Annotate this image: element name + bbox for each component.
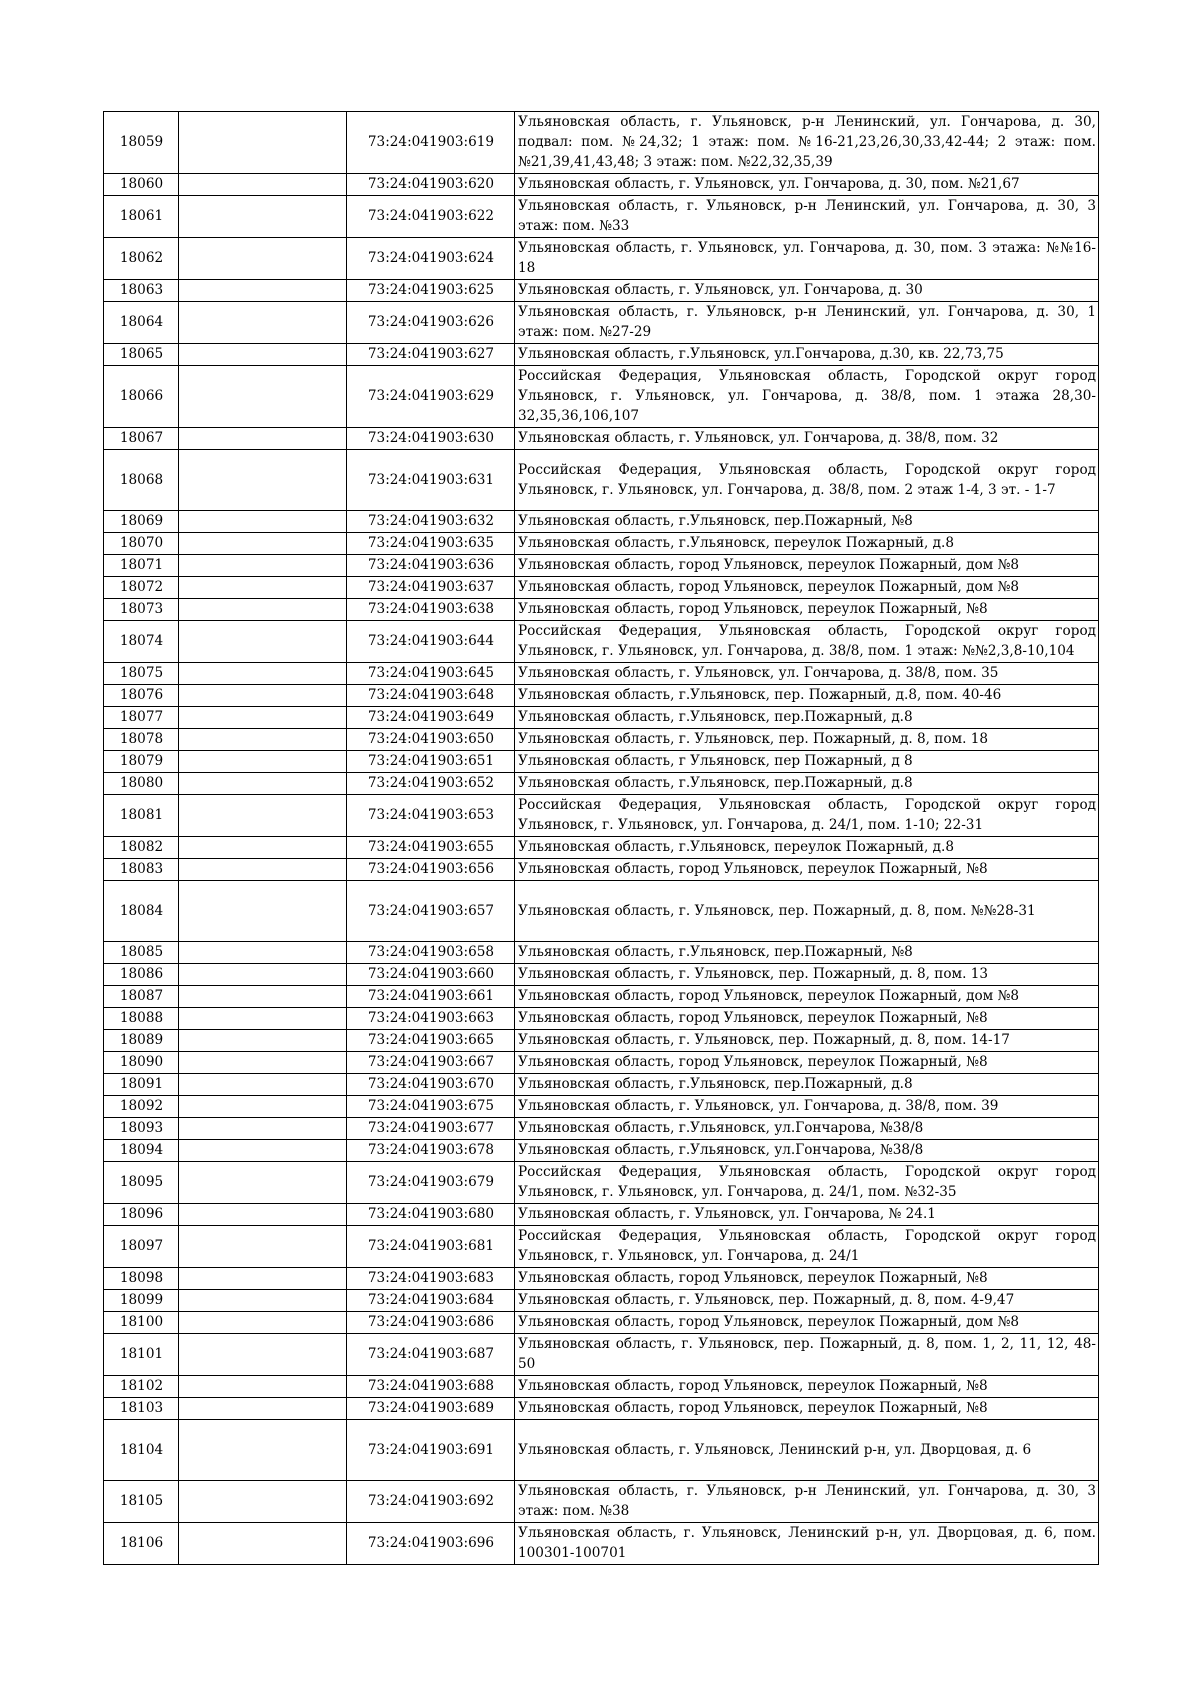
cadastral-number-cell: 73:24:041903:670	[347, 1074, 515, 1096]
row-number-cell: 18082	[104, 837, 179, 859]
row-number-cell: 18099	[104, 1290, 179, 1312]
cadastral-number-cell: 73:24:041903:678	[347, 1140, 515, 1162]
table-row	[104, 196, 1099, 238]
owner-cell	[179, 751, 347, 773]
address-cell: Ульяновская область, город Ульяновск, переулок Пожарный, №8	[515, 1052, 1099, 1074]
table-row	[104, 577, 1099, 599]
address-cell: Ульяновская область, г. Ульяновск, ул. Гончарова, д. 30, пом. №21,67	[515, 174, 1099, 196]
property-registry-table	[103, 111, 1099, 1565]
cadastral-number-cell: 73:24:041903:624	[347, 238, 515, 280]
cadastral-number-cell: 73:24:041903:661	[347, 986, 515, 1008]
row-number-cell: 18066	[104, 366, 179, 428]
owner-cell	[179, 112, 347, 174]
owner-cell	[179, 685, 347, 707]
row-number-cell: 18087	[104, 986, 179, 1008]
table-row	[104, 685, 1099, 707]
owner-cell	[179, 1420, 347, 1481]
owner-cell	[179, 707, 347, 729]
address-cell: Российская Федерация, Ульяновская область, Городской округ город Ульяновск, г. Ульяновск, ул. Гончарова, д. 24/1	[515, 1226, 1099, 1268]
table-row	[104, 795, 1099, 837]
owner-cell	[179, 196, 347, 238]
table-row	[104, 174, 1099, 196]
owner-cell	[179, 795, 347, 837]
table-row	[104, 1030, 1099, 1052]
address-cell: Ульяновская область, г. Ульяновск, ул. Гончарова, д. 38/8, пом. 32	[515, 428, 1099, 450]
row-number-cell: 18073	[104, 599, 179, 621]
row-number-cell: 18075	[104, 663, 179, 685]
table-row	[104, 986, 1099, 1008]
cadastral-number-cell: 73:24:041903:626	[347, 302, 515, 344]
table-row	[104, 942, 1099, 964]
table-row	[104, 621, 1099, 663]
owner-cell	[179, 1118, 347, 1140]
cadastral-number-cell: 73:24:041903:652	[347, 773, 515, 795]
address-cell: Ульяновская область, город Ульяновск, переулок Пожарный, №8	[515, 599, 1099, 621]
row-number-cell: 18100	[104, 1312, 179, 1334]
cadastral-number-cell: 73:24:041903:688	[347, 1376, 515, 1398]
address-cell: Ульяновская область, город Ульяновск, переулок Пожарный, №8	[515, 859, 1099, 881]
table-row	[104, 511, 1099, 533]
row-number-cell: 18059	[104, 112, 179, 174]
address-cell: Ульяновская область, город Ульяновск, переулок Пожарный, №8	[515, 1398, 1099, 1420]
cadastral-number-cell: 73:24:041903:691	[347, 1420, 515, 1481]
row-number-cell: 18094	[104, 1140, 179, 1162]
owner-cell	[179, 773, 347, 795]
table-row	[104, 1376, 1099, 1398]
table-row	[104, 1523, 1099, 1565]
cadastral-number-cell: 73:24:041903:636	[347, 555, 515, 577]
row-number-cell: 18076	[104, 685, 179, 707]
cadastral-number-cell: 73:24:041903:644	[347, 621, 515, 663]
address-cell: Ульяновская область, г.Ульяновск, пер.Пожарный, №8	[515, 511, 1099, 533]
cadastral-number-cell: 73:24:041903:620	[347, 174, 515, 196]
owner-cell	[179, 174, 347, 196]
row-number-cell: 18072	[104, 577, 179, 599]
cadastral-number-cell: 73:24:041903:627	[347, 344, 515, 366]
cadastral-number-cell: 73:24:041903:680	[347, 1204, 515, 1226]
address-cell: Ульяновская область, г. Ульяновск, р-н Ленинский, ул. Гончарова, д. 30, подвал: пом. №24,32; 1 этаж: пом. №16-21,23,26,30,33,42-44; 2 этаж: пом. №21,39,41,43,48; 3 этаж: пом. №22,32,35,39	[515, 112, 1099, 174]
cadastral-number-cell: 73:24:041903:696	[347, 1523, 515, 1565]
row-number-cell: 18095	[104, 1162, 179, 1204]
table-row	[104, 859, 1099, 881]
address-cell: Ульяновская область, г.Ульяновск, пер.Пожарный, д.8	[515, 1074, 1099, 1096]
owner-cell	[179, 1481, 347, 1523]
owner-cell	[179, 302, 347, 344]
address-cell: Ульяновская область, город Ульяновск, переулок Пожарный, №8	[515, 1376, 1099, 1398]
owner-cell	[179, 986, 347, 1008]
table-row	[104, 599, 1099, 621]
owner-cell	[179, 1162, 347, 1204]
row-number-cell: 18088	[104, 1008, 179, 1030]
table-row	[104, 1008, 1099, 1030]
table-row	[104, 450, 1099, 511]
table-row	[104, 773, 1099, 795]
owner-cell	[179, 1008, 347, 1030]
address-cell: Ульяновская область, г.Ульяновск, пер. Пожарный, д.8, пом. 40-46	[515, 685, 1099, 707]
table-row	[104, 1268, 1099, 1290]
table-row	[104, 555, 1099, 577]
table-row	[104, 302, 1099, 344]
cadastral-number-cell: 73:24:041903:656	[347, 859, 515, 881]
cadastral-number-cell: 73:24:041903:689	[347, 1398, 515, 1420]
address-cell: Ульяновская область, г. Ульяновск, ул. Гончарова, д. 38/8, пом. 39	[515, 1096, 1099, 1118]
row-number-cell: 18102	[104, 1376, 179, 1398]
registry-table-body	[104, 112, 1099, 1565]
table-row	[104, 1096, 1099, 1118]
row-number-cell: 18096	[104, 1204, 179, 1226]
cadastral-number-cell: 73:24:041903:638	[347, 599, 515, 621]
owner-cell	[179, 837, 347, 859]
table-row	[104, 837, 1099, 859]
table-row	[104, 1334, 1099, 1376]
owner-cell	[179, 280, 347, 302]
owner-cell	[179, 729, 347, 751]
address-cell: Ульяновская область, г. Ульяновск, пер. Пожарный, д. 8, пом. 14-17	[515, 1030, 1099, 1052]
owner-cell	[179, 555, 347, 577]
address-cell: Ульяновская область, г. Ульяновск, ул. Гончарова, д. 30, пом. 3 этажа: №№16-18	[515, 238, 1099, 280]
table-row	[104, 1481, 1099, 1523]
address-cell: Российская Федерация, Ульяновская область, Городской округ город Ульяновск, г. Ульяновск, ул. Гончарова, д. 24/1, пом. №32-35	[515, 1162, 1099, 1204]
cadastral-number-cell: 73:24:041903:650	[347, 729, 515, 751]
row-number-cell: 18085	[104, 942, 179, 964]
table-row	[104, 366, 1099, 428]
row-number-cell: 18061	[104, 196, 179, 238]
cadastral-number-cell: 73:24:041903:637	[347, 577, 515, 599]
table-row	[104, 1398, 1099, 1420]
cadastral-number-cell: 73:24:041903:677	[347, 1118, 515, 1140]
owner-cell	[179, 1052, 347, 1074]
row-number-cell: 18091	[104, 1074, 179, 1096]
address-cell: Ульяновская область, г. Ульяновск, пер. Пожарный, д. 8, пом. 1, 2, 11, 12, 48-50	[515, 1334, 1099, 1376]
owner-cell	[179, 621, 347, 663]
address-cell: Ульяновская область, г.Ульяновск, переулок Пожарный, д.8	[515, 533, 1099, 555]
owner-cell	[179, 533, 347, 555]
cadastral-number-cell: 73:24:041903:632	[347, 511, 515, 533]
owner-cell	[179, 859, 347, 881]
cadastral-number-cell: 73:24:041903:667	[347, 1052, 515, 1074]
row-number-cell: 18084	[104, 881, 179, 942]
row-number-cell: 18071	[104, 555, 179, 577]
address-cell: Ульяновская область, г.Ульяновск, переулок Пожарный, д.8	[515, 837, 1099, 859]
table-row	[104, 1420, 1099, 1481]
table-row	[104, 1162, 1099, 1204]
address-cell: Ульяновская область, город Ульяновск, переулок Пожарный, №8	[515, 1008, 1099, 1030]
cadastral-number-cell: 73:24:041903:684	[347, 1290, 515, 1312]
table-row	[104, 1074, 1099, 1096]
owner-cell	[179, 1523, 347, 1565]
cadastral-number-cell: 73:24:041903:663	[347, 1008, 515, 1030]
owner-cell	[179, 577, 347, 599]
table-row	[104, 881, 1099, 942]
address-cell: Ульяновская область, город Ульяновск, переулок Пожарный, дом №8	[515, 1312, 1099, 1334]
cadastral-number-cell: 73:24:041903:657	[347, 881, 515, 942]
row-number-cell: 18081	[104, 795, 179, 837]
cadastral-number-cell: 73:24:041903:648	[347, 685, 515, 707]
table-row	[104, 428, 1099, 450]
owner-cell	[179, 1334, 347, 1376]
cadastral-number-cell: 73:24:041903:675	[347, 1096, 515, 1118]
table-row	[104, 1312, 1099, 1334]
cadastral-number-cell: 73:24:041903:660	[347, 964, 515, 986]
cadastral-number-cell: 73:24:041903:622	[347, 196, 515, 238]
owner-cell	[179, 1268, 347, 1290]
row-number-cell: 18079	[104, 751, 179, 773]
cadastral-number-cell: 73:24:041903:686	[347, 1312, 515, 1334]
owner-cell	[179, 1226, 347, 1268]
table-row	[104, 964, 1099, 986]
address-cell: Ульяновская область, г.Ульяновск, ул.Гончарова, №38/8	[515, 1118, 1099, 1140]
table-row	[104, 112, 1099, 174]
address-cell: Ульяновская область, г.Ульяновск, ул.Гончарова, д.30, кв. 22,73,75	[515, 344, 1099, 366]
cadastral-number-cell: 73:24:041903:655	[347, 837, 515, 859]
cadastral-number-cell: 73:24:041903:630	[347, 428, 515, 450]
address-cell: Ульяновская область, г. Ульяновск, ул. Гончарова, д. 30	[515, 280, 1099, 302]
owner-cell	[179, 511, 347, 533]
owner-cell	[179, 238, 347, 280]
address-cell: Ульяновская область, г. Ульяновск, р-н Ленинский, ул. Гончарова, д. 30, 3 этаж: пом. №38	[515, 1481, 1099, 1523]
owner-cell	[179, 599, 347, 621]
row-number-cell: 18064	[104, 302, 179, 344]
address-cell: Ульяновская область, г. Ульяновск, ул. Гончарова, № 24.1	[515, 1204, 1099, 1226]
row-number-cell: 18104	[104, 1420, 179, 1481]
address-cell: Российская Федерация, Ульяновская область, Городской округ город Ульяновск, г. Ульяновск, ул. Гончарова, д. 38/8, пом. 1 этажа 28,30-32,35,36,106,107	[515, 366, 1099, 428]
table-row	[104, 1204, 1099, 1226]
table-row	[104, 729, 1099, 751]
address-cell: Ульяновская область, г. Ульяновск, р-н Ленинский, ул. Гончарова, д. 30, 3 этаж: пом. №33	[515, 196, 1099, 238]
row-number-cell: 18069	[104, 511, 179, 533]
owner-cell	[179, 964, 347, 986]
table-row	[104, 1226, 1099, 1268]
table-row	[104, 1140, 1099, 1162]
owner-cell	[179, 1096, 347, 1118]
owner-cell	[179, 663, 347, 685]
row-number-cell: 18106	[104, 1523, 179, 1565]
address-cell: Ульяновская область, г. Ульяновск, пер. Пожарный, д. 8, пом. 18	[515, 729, 1099, 751]
owner-cell	[179, 1030, 347, 1052]
row-number-cell: 18062	[104, 238, 179, 280]
cadastral-number-cell: 73:24:041903:635	[347, 533, 515, 555]
address-cell: Ульяновская область, город Ульяновск, переулок Пожарный, №8	[515, 1268, 1099, 1290]
row-number-cell: 18080	[104, 773, 179, 795]
address-cell: Ульяновская область, г. Ульяновск, пер. Пожарный, д. 8, пом. 4-9,47	[515, 1290, 1099, 1312]
table-row	[104, 238, 1099, 280]
owner-cell	[179, 1376, 347, 1398]
row-number-cell: 18065	[104, 344, 179, 366]
row-number-cell: 18063	[104, 280, 179, 302]
row-number-cell: 18105	[104, 1481, 179, 1523]
row-number-cell: 18067	[104, 428, 179, 450]
owner-cell	[179, 428, 347, 450]
cadastral-number-cell: 73:24:041903:625	[347, 280, 515, 302]
address-cell: Российская Федерация, Ульяновская область, Городской округ город Ульяновск, г. Ульяновск, ул. Гончарова, д. 38/8, пом. 1 этаж: №№2,3,8-10,104	[515, 621, 1099, 663]
table-row	[104, 707, 1099, 729]
row-number-cell: 18101	[104, 1334, 179, 1376]
row-number-cell: 18090	[104, 1052, 179, 1074]
owner-cell	[179, 1204, 347, 1226]
row-number-cell: 18083	[104, 859, 179, 881]
cadastral-number-cell: 73:24:041903:619	[347, 112, 515, 174]
owner-cell	[179, 881, 347, 942]
address-cell: Ульяновская область, город Ульяновск, переулок Пожарный, дом №8	[515, 555, 1099, 577]
cadastral-number-cell: 73:24:041903:645	[347, 663, 515, 685]
address-cell: Ульяновская область, г.Ульяновск, пер.Пожарный, д.8	[515, 773, 1099, 795]
table-row	[104, 663, 1099, 685]
table-row	[104, 280, 1099, 302]
table-row	[104, 533, 1099, 555]
address-cell: Российская Федерация, Ульяновская область, Городской округ город Ульяновск, г. Ульяновск, ул. Гончарова, д. 24/1, пом. 1-10; 22-31	[515, 795, 1099, 837]
cadastral-number-cell: 73:24:041903:681	[347, 1226, 515, 1268]
cadastral-number-cell: 73:24:041903:651	[347, 751, 515, 773]
address-cell: Ульяновская область, г Ульяновск, пер Пожарный, д 8	[515, 751, 1099, 773]
row-number-cell: 18098	[104, 1268, 179, 1290]
owner-cell	[179, 1290, 347, 1312]
owner-cell	[179, 1140, 347, 1162]
owner-cell	[179, 450, 347, 511]
table-row	[104, 1052, 1099, 1074]
row-number-cell: 18074	[104, 621, 179, 663]
table-row	[104, 1290, 1099, 1312]
cadastral-number-cell: 73:24:041903:687	[347, 1334, 515, 1376]
row-number-cell: 18103	[104, 1398, 179, 1420]
owner-cell	[179, 942, 347, 964]
address-cell: Ульяновская область, г.Ульяновск, пер.Пожарный, д.8	[515, 707, 1099, 729]
table-row	[104, 751, 1099, 773]
address-cell: Ульяновская область, г. Ульяновск, пер. Пожарный, д. 8, пом. 13	[515, 964, 1099, 986]
address-cell: Ульяновская область, г.Ульяновск, ул.Гончарова, №38/8	[515, 1140, 1099, 1162]
owner-cell	[179, 1312, 347, 1334]
address-cell: Ульяновская область, г.Ульяновск, пер.Пожарный, №8	[515, 942, 1099, 964]
row-number-cell: 18092	[104, 1096, 179, 1118]
row-number-cell: 18097	[104, 1226, 179, 1268]
row-number-cell: 18093	[104, 1118, 179, 1140]
address-cell: Ульяновская область, г. Ульяновск, ул. Гончарова, д. 38/8, пом. 35	[515, 663, 1099, 685]
row-number-cell: 18078	[104, 729, 179, 751]
owner-cell	[179, 366, 347, 428]
address-cell: Ульяновская область, г. Ульяновск, р-н Ленинский, ул. Гончарова, д. 30, 1 этаж: пом. №27-29	[515, 302, 1099, 344]
owner-cell	[179, 344, 347, 366]
row-number-cell: 18089	[104, 1030, 179, 1052]
address-cell: Ульяновская область, город Ульяновск, переулок Пожарный, дом №8	[515, 986, 1099, 1008]
address-cell: Ульяновская область, г. Ульяновск, Ленинский р-н, ул. Дворцовая, д. 6	[515, 1420, 1099, 1481]
table-row	[104, 344, 1099, 366]
cadastral-number-cell: 73:24:041903:629	[347, 366, 515, 428]
cadastral-number-cell: 73:24:041903:649	[347, 707, 515, 729]
cadastral-number-cell: 73:24:041903:683	[347, 1268, 515, 1290]
address-cell: Ульяновская область, г. Ульяновск, пер. Пожарный, д. 8, пом. №№28-31	[515, 881, 1099, 942]
cadastral-number-cell: 73:24:041903:658	[347, 942, 515, 964]
owner-cell	[179, 1074, 347, 1096]
table-row	[104, 1118, 1099, 1140]
address-cell: Ульяновская область, город Ульяновск, переулок Пожарный, дом №8	[515, 577, 1099, 599]
address-cell: Ульяновская область, г. Ульяновск, Ленинский р-н, ул. Дворцовая, д. 6, пом. 100301-100701	[515, 1523, 1099, 1565]
cadastral-number-cell: 73:24:041903:665	[347, 1030, 515, 1052]
row-number-cell: 18060	[104, 174, 179, 196]
row-number-cell: 18077	[104, 707, 179, 729]
cadastral-number-cell: 73:24:041903:631	[347, 450, 515, 511]
row-number-cell: 18086	[104, 964, 179, 986]
owner-cell	[179, 1398, 347, 1420]
row-number-cell: 18068	[104, 450, 179, 511]
cadastral-number-cell: 73:24:041903:679	[347, 1162, 515, 1204]
row-number-cell: 18070	[104, 533, 179, 555]
address-cell: Российская Федерация, Ульяновская область, Городской округ город Ульяновск, г. Ульяновск, ул. Гончарова, д. 38/8, пом. 2 этаж 1-4, 3 эт. - 1-7	[515, 450, 1099, 511]
cadastral-number-cell: 73:24:041903:692	[347, 1481, 515, 1523]
cadastral-number-cell: 73:24:041903:653	[347, 795, 515, 837]
